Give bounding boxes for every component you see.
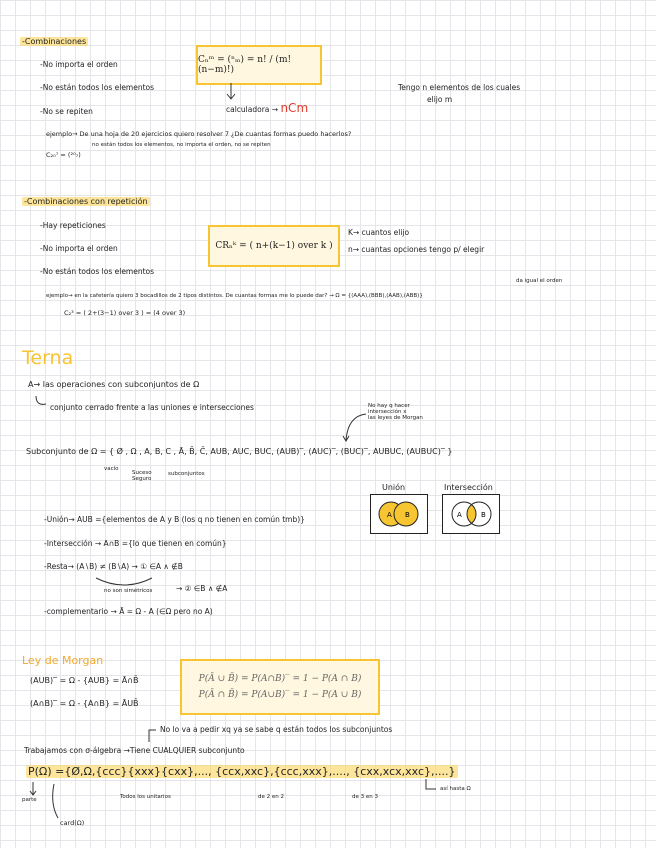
label-asi-hasta: así hasta Ω [440,786,471,792]
ncm-notation: nCm [280,101,309,115]
a-definicion: A→ las operaciones con subconjuntos de Ω [28,380,200,389]
def-complementario: -complementario → Ā = Ω - A (∈Ω pero no A) [44,607,213,616]
bullet-no-orden: -No importa el orden [40,60,118,69]
arrow-card-icon [48,784,60,820]
svg-text:B: B [405,511,410,519]
arrow-parte-icon [28,782,38,796]
label-de3: de 3 en 3 [352,794,378,800]
ejemplo-combinaciones: ejemplo→ De una hoja de 20 ejercicios quiero resolver 7 ¿De cuantas formas puedo hacerlos? [46,130,352,138]
tengo-n-elementos: Tengo n elementos de los cuales [398,83,521,92]
label-vacio: vacío [104,466,119,472]
trabajamos-sigma: Trabajamos con σ-álgebra →Tiene CUALQUIER subconjunto [24,746,245,755]
venn-union-diagram [370,494,428,534]
bullet-no-todos: -No están todos los elementos [40,83,155,92]
arrow-down-icon [226,83,236,101]
subconjunto-omega: Subconjunto de Ω = { Ø , Ω , A, B, C , Ā, B̄, C̄, AUB, AUC, BUC, (AUB)‾, (AUC)‾, (BUC)‾, AUBUC, (AUBUC)‾ } [26,447,453,456]
morgan-p1: P(Ā ∪ B̄) = P(A∩B)‾ = 1 − P(A ∩ B) [198,674,362,684]
label-no-simetricos: no son simétricos [104,588,153,594]
svg-text:A: A [387,511,392,519]
section-title-combinaciones: -Combinaciones [22,37,87,46]
conjunto-cerrado: conjunto cerrado frente a las uniones e intersecciones [50,403,254,412]
morgan-l2: (A∩B)‾ = Ω - {A∩B} = ĀUB̄ [30,699,139,708]
svg-text:A: A [457,511,462,519]
label-subconjuntos: subconjuntos [168,471,205,477]
morgan-p2: P(Ā ∩ B̄) = P(A∪B)‾ = 1 − P(A ∪ B) [198,690,362,700]
partes-omega: P(Ω) ={Ø,Ω,{ccc}{xxx}{cxx},..., {ccx,xxc},{ccc,xxx},...., {cxx,xcx,xxc},....} [28,765,456,778]
label-suceso-seguro: Suceso Seguro [132,470,152,483]
arrow-curve-icon [342,412,368,442]
def-resta-2: → ② ∈B ∧ ∉A [176,584,228,593]
ejemplo-con-repeticion-res: C₂³ = ( 2+(3−1) over 3 ) = (4 over 3) [64,309,186,317]
ejemplo-con-repeticion: ejemplo→ en la cafetería quiero 3 bocadillos de 2 tipos distintos. De cuantas formas me lo puede dar? → Ω = {(AAA),(BBB),(AAB),(ABB)} [46,293,423,299]
label-parte: parte [22,797,37,803]
def-union: -Unión→ AUB ={elementos de A y B (los q no tienen en común tmb)} [44,515,305,524]
svg-text:B: B [481,511,486,519]
bullet-no-repiten: -No se repiten [40,107,93,116]
label-card: card(Ω) [60,819,85,827]
calculadora-label: calculadora → nCm [226,101,309,115]
section-title-con-repeticion: -Combinaciones con repetición [24,197,148,206]
def-interseccion: -Intersección → A∩B ={lo que tienen en común} [44,539,227,548]
ejemplo-resultado: C₂₀⁷ = (²⁰₇) [46,151,81,159]
sigma-note: No lo va a pedir xq ya se sabe q están todos los subconjuntos [160,725,393,734]
ejemplo-sub: no están todos los elementos, no importa el orden, no se repiten [92,142,271,148]
bullet-no-orden-rep: -No importa el orden [40,244,118,253]
formula-combinaciones: Cₙᵐ = (ⁿₘ) = n! / (m!(n−m)!) [196,45,322,85]
section-title-morgan: Ley de Morgan [22,654,104,667]
curved-arrow-icon [34,396,48,408]
morgan-note: No hay q hacer intersección x las leyes de Morgan [368,403,423,422]
venn-union-title: Unión [382,483,406,492]
venn-inter-diagram [442,494,500,534]
arrow-note-icon [146,728,158,744]
note-orden: da igual el orden [516,278,563,284]
elijo-m: elijo m [427,95,453,104]
n-label: n→ cuantas opciones tengo p/ elegir [348,245,485,254]
k-label: K→ cuantos elijo [348,228,410,237]
label-de2: de 2 en 2 [258,794,284,800]
arrow-asi-icon [424,779,438,793]
def-resta: -Resta→ (A∖B) ≠ (B∖A) → ① ∈A ∧ ∉B [44,562,183,571]
label-unitarios: Todos los unitarios [120,794,171,800]
bullet-hay-repeticiones: -Hay repeticiones [40,221,106,230]
formula-con-repeticion: CRₙᵏ = ( n+(k−1) over k ) [208,225,340,267]
section-title-terna: Terna [22,347,74,369]
morgan-l1: (AUB)‾ = Ω - {AUB} = Ā∩B̄ [30,676,139,685]
bullet-no-todos-rep: -No están todos los elementos [40,267,155,276]
morgan-prob-box [180,659,380,715]
brace-icon [94,576,154,588]
venn-inter-title: Intersección [444,483,493,492]
